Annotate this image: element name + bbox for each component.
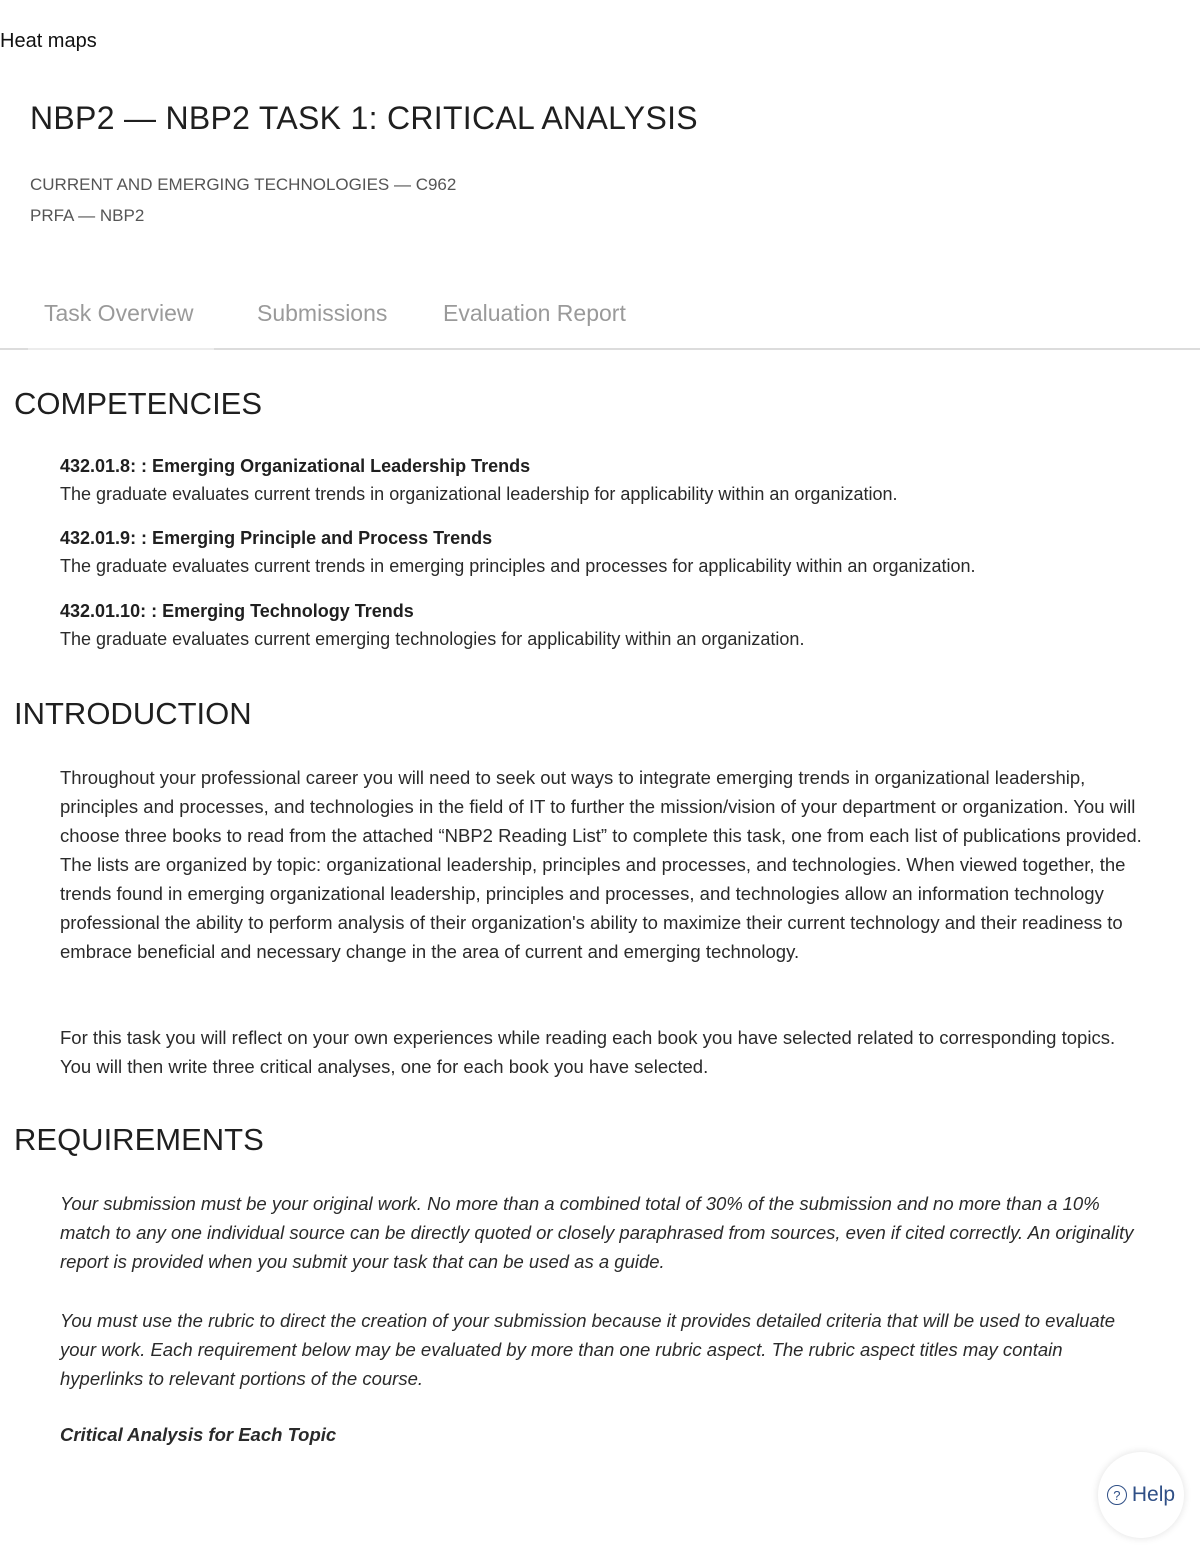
requirements-subheading: Critical Analysis for Each Topic	[60, 1424, 337, 1445]
active-tab-indicator	[28, 348, 214, 350]
competencies-heading: COMPETENCIES	[14, 386, 263, 421]
competency-item	[60, 597, 1170, 653]
competency-description: The graduate evaluates current trends in emerging principles and processes for applicability within an organization.	[60, 556, 976, 576]
help-button[interactable]	[1098, 1452, 1184, 1538]
competency-title: 432.01.9: : Emerging Principle and Process Trends	[60, 528, 493, 548]
competency-title: 432.01.10: : Emerging Technology Trends	[60, 601, 414, 621]
requirements-paragraph: You must use the rubric to direct the creation of your submission because it provides detailed criteria that will be used to evaluate your work. Each requirement below may be evaluated by more than one rubric aspect. The rubric aspect titles may contain hyperlinks to relevant portions of the course.	[60, 1310, 1116, 1389]
requirements-heading: REQUIREMENTS	[14, 1122, 264, 1157]
competency-item	[60, 452, 1170, 508]
tab-task-overview[interactable]: Task Overview	[44, 300, 194, 326]
introduction-heading: INTRODUCTION	[14, 696, 252, 731]
browser-title-label: Heat maps	[0, 30, 97, 52]
introduction-paragraph: Throughout your professional career you will need to seek out ways to integrate emerging trends in organizational leadership, principles and processes, and technologies in the field of IT to further the mission/vision of your department or organization. You will choose three books to read from the attached “NBP2 Reading List” to complete this task, one from each list of publications provided. The lists are organized by topic: organizational leadership, principles and processes, and technologies. When viewed together, the trends found in emerging organizational leadership, principles and processes, and technologies allow an information technology professional the ability to perform analysis of their organization's ability to maximize their current technology and their readiness to embrace beneficial and necessary change in the area of current and emerging technology.	[60, 767, 1142, 962]
question-circle-icon: ?	[1107, 1485, 1127, 1505]
introduction-paragraph: For this task you will reflect on your own experiences while reading each book you have selected related to corresponding topics. You will then write three critical analyses, one for each book you have selected.	[60, 1027, 1116, 1077]
course-name: CURRENT AND EMERGING TECHNOLOGIES — C962	[30, 175, 457, 194]
assessment-code: PRFA — NBP2	[30, 206, 145, 225]
competency-description: The graduate evaluates current trends in organizational leadership for applicability within an organization.	[60, 484, 898, 504]
help-label: Help	[1131, 1483, 1176, 1506]
competency-description: The graduate evaluates current emerging technologies for applicability within an organization.	[60, 629, 805, 649]
task-tabs	[0, 290, 1200, 350]
tab-evaluation-report[interactable]: Evaluation Report	[443, 300, 626, 326]
page-title: NBP2 — NBP2 TASK 1: CRITICAL ANALYSIS	[30, 100, 698, 136]
competency-item	[60, 524, 1170, 580]
requirements-paragraph: Your submission must be your original work. No more than a combined total of 30% of the submission and no more than a 10% match to any one individual source can be directly quoted or closely paraphrased from sources, even if cited correctly. An originality report is provided when you submit your task that can be used as a guide.	[60, 1193, 1134, 1272]
tab-submissions[interactable]: Submissions	[257, 300, 388, 326]
competency-title: 432.01.8: : Emerging Organizational Leadership Trends	[60, 456, 531, 476]
